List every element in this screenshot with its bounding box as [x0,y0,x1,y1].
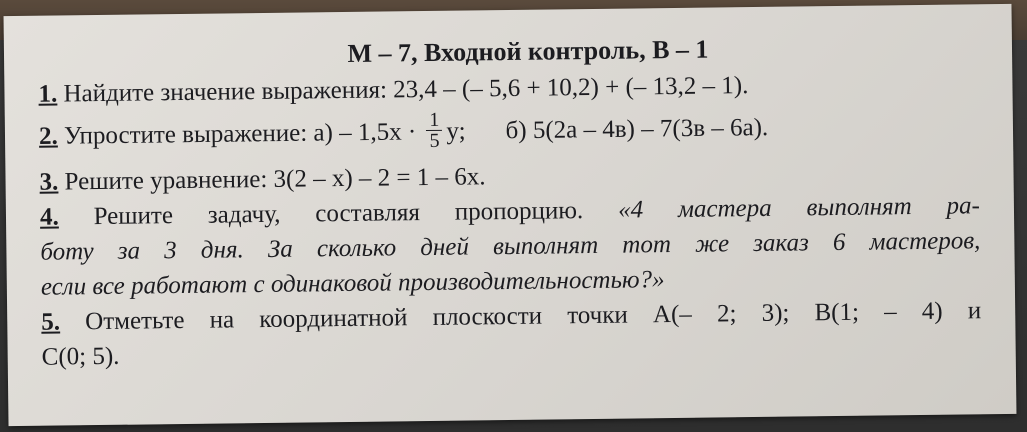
document-content [38,28,982,374]
fraction-denominator: 5 [429,129,440,152]
task-2 [39,106,979,158]
task-5-line-2: С(0; 5). [41,342,120,371]
fraction-numerator: 1 [426,110,442,131]
task-5-number: 5. [41,308,61,336]
task-4-italic-line-1: «4 мастера выполнят ра- [617,192,981,224]
task-5-text-line-1: Отметьте на координатной плоскости точки А(– 2; 3); В(1; – 4) и [59,297,982,336]
task-3-text: Решите уравнение: 3(2 – х) – 2 = 1 – 6х. [58,163,486,196]
task-2-text-a-prefix: Упростите выражение: а) – 1,5х · [57,118,417,150]
fraction-one-fifth [426,110,442,151]
paper-sheet [4,4,1017,426]
task-1-number: 1. [38,80,58,108]
document-title: М – 7, Входной контроль, В – 1 [347,34,709,68]
task-4-text-plain: Решите задачу, составляя пропорцию. [58,197,584,231]
task-2-text-b: б) 5(2а – 4в) – 7(3в – 6а). [505,114,769,145]
task-4-italic-line-2: боту за 3 дня. За сколько дней выполнят тот же заказ 6 мастеров, [40,227,981,266]
task-4-number: 4. [39,203,59,231]
task-2-number: 2. [38,122,58,150]
task-4-italic-line-3: если все работают с одинаковой производительностью?» [40,266,665,301]
task-3-number: 3. [39,168,59,196]
task-1-text: Найдите значение выражения: 23,4 – (– 5,6 + 10,2) + (– 13,2 – 1). [57,72,749,108]
task-2-text-a-suffix: у; [446,117,466,146]
